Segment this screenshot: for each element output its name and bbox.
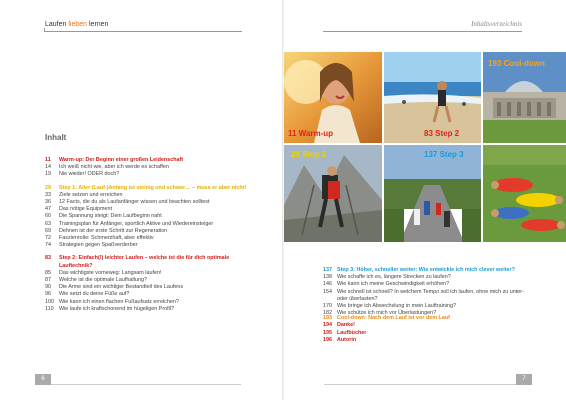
- header-title-accent: lieben: [68, 21, 88, 28]
- toc-page-number: 96: [45, 291, 51, 298]
- toc-page-number: 170: [323, 303, 332, 310]
- toc-entry-title: Welche ist die optimale Laufhaltung?: [59, 277, 148, 283]
- road-runners-photo: [384, 145, 481, 242]
- toc-entry-title: 12 Facts, die du als Laufanfänger wissen und beachten solltest: [59, 199, 210, 205]
- road-runners-image: [384, 145, 481, 242]
- toc-entry-title: Faszienrolle: Schmerzhaft, aber effektiv: [59, 235, 154, 242]
- toc-group: [323, 315, 533, 344]
- book-header-title: [45, 21, 108, 28]
- page-number: 7: [516, 374, 532, 385]
- toc-page-number: 63: [45, 220, 51, 227]
- mountain-hiker-photo: [284, 145, 382, 242]
- toc-entry-title: Die Spannung steigt: Dein Laufbeginn naht: [59, 213, 162, 220]
- toc-page-number: 138: [323, 274, 332, 281]
- toc-entry-title: Wie kann ich meine Geschwindigkeit erhöhen?: [337, 281, 450, 288]
- section-heading: Inhalt: [45, 133, 67, 142]
- toc-page-number: 47: [45, 206, 51, 213]
- toc-entry-title: Nie wieder! ODER doch?: [59, 171, 120, 178]
- toc-entry-title: Wie schaffe ich es, längere Strecken zu laufen?: [337, 274, 451, 281]
- toc-entry-title: Laufbücher: [337, 329, 367, 336]
- toc-entry-title: Step 1: Aller (Lauf-)Anfang ist steinig und schwer… – muss er aber nicht!: [59, 184, 247, 191]
- page-number: 6: [35, 374, 51, 385]
- toc-group: [323, 267, 533, 317]
- toc-page-number: 83: [45, 255, 51, 262]
- toc-entry[interactable]: [45, 284, 255, 291]
- photo-label: 29 Step 1: [291, 150, 327, 159]
- toc-page-number: 182: [323, 310, 332, 317]
- resting-runners-photo: [483, 145, 566, 242]
- toc-entry-title: Die Arme sind ein wichtiger Bestandteil des Laufens: [59, 284, 184, 291]
- photo-label: 193 Cool-down: [488, 59, 545, 68]
- header-title-prefix: Laufen: [45, 21, 69, 28]
- toc-entry-title: Wie schnell ist schnell? In welchem Tempo soll ich laufen, ohne mich zu unter- oder überlasten?: [337, 288, 524, 302]
- toc-entry[interactable]: [323, 315, 533, 322]
- toc-page-number: 33: [45, 191, 51, 198]
- toc-entry-title: Autorin: [337, 336, 357, 343]
- toc-entry[interactable]: [45, 255, 255, 269]
- toc-page-number: 100: [45, 298, 54, 305]
- toc-entry-title: Wie bringe ich Abwechslung in mein Lauftraining?: [337, 303, 456, 310]
- toc-entry-title: Wie kann ich einen flachen Fußaufsatz erreichen?: [59, 298, 179, 305]
- photo-label: 83 Step 2: [424, 129, 460, 138]
- toc-entry[interactable]: [45, 291, 255, 298]
- toc-entry[interactable]: [45, 199, 255, 206]
- toc-entry[interactable]: [45, 192, 255, 199]
- header-title-suffix: lernen: [87, 21, 109, 28]
- toc-entry-title: Trainingsplan für Anfänger, sportlich Aktive und Wiedereinsteiger: [59, 220, 214, 227]
- toc-page-number: 137: [323, 267, 332, 273]
- beach-runner-photo: [384, 52, 481, 143]
- left-page: [0, 0, 282, 400]
- photo-label: 137 Step 3: [424, 150, 464, 159]
- toc-page-number: 90: [45, 284, 51, 291]
- header-rule: [44, 31, 242, 32]
- toc-page-number: 11: [45, 157, 51, 163]
- toc-entry-title: Ich weiß nicht wie, aber ich werde es schaffen: [59, 164, 169, 171]
- toc-page-number: 146: [323, 281, 332, 288]
- toc-entry[interactable]: [45, 157, 255, 164]
- toc-entry[interactable]: [323, 267, 533, 274]
- toc-entry[interactable]: [45, 213, 255, 220]
- footer-rule: [324, 384, 516, 385]
- toc-entry[interactable]: [45, 277, 255, 284]
- toc-group: [45, 255, 255, 313]
- toc-entry-title: Danke!: [337, 322, 355, 329]
- resting-runners-image: [483, 145, 566, 242]
- toc-entry[interactable]: [45, 164, 255, 171]
- toc-entry-title: Warm-up: Der Beginn einer großen Leidenschaft: [59, 157, 184, 163]
- toc-entry[interactable]: [323, 281, 533, 288]
- toc-entry-title: Wie schütze ich mich vor Überlastungen?: [337, 310, 437, 317]
- toc-page-number: 60: [45, 213, 51, 220]
- toc-entry-title: Step 2: Einfach(!) leichter Laufen – welche ist die für dich optimale Lauftechnik?: [59, 255, 230, 269]
- footer-rule: [51, 384, 241, 385]
- toc-entry[interactable]: [45, 299, 255, 306]
- toc-entry-title: Dehnen ist der erste Schritt zur Regeneration: [59, 227, 168, 234]
- toc-entry[interactable]: [45, 171, 255, 178]
- toc-entry-title: Cool-down: Nach dem Lauf ist vor dem Lauf: [337, 315, 450, 322]
- header-rule: [323, 31, 522, 32]
- toc-page-number: 14: [45, 164, 51, 171]
- toc-entry[interactable]: [323, 289, 533, 303]
- toc-page-number: 195: [323, 329, 332, 336]
- toc-entry[interactable]: [323, 322, 533, 329]
- toc-page-number: 36: [45, 199, 51, 205]
- chapter-header-title: Inhaltsverzeichnis: [471, 20, 522, 28]
- toc-page-number: 193: [323, 315, 332, 322]
- toc-entry-title: Strategien gegen Spaßverderber: [59, 242, 138, 249]
- toc-page-number: 194: [323, 322, 332, 329]
- toc-entry-title: Das nötige Equipment: [59, 206, 113, 213]
- toc-entry[interactable]: [45, 270, 255, 277]
- toc-page-number: 110: [45, 305, 54, 312]
- toc-entry[interactable]: [323, 274, 533, 281]
- toc-page-number: 87: [45, 277, 51, 283]
- toc-page-number: 69: [45, 227, 51, 234]
- toc-entry[interactable]: [45, 235, 255, 242]
- toc-group: [45, 185, 255, 250]
- runner-woman-photo: [284, 52, 382, 143]
- toc-entry[interactable]: [45, 221, 255, 228]
- toc-page-number: 74: [45, 242, 51, 249]
- toc-entry[interactable]: [323, 330, 533, 337]
- toc-entry[interactable]: [45, 306, 255, 313]
- toc-entry[interactable]: [45, 228, 255, 235]
- right-page: [284, 0, 566, 400]
- toc-page-number: 29: [45, 184, 51, 191]
- toc-entry-title: Das wichtigste vorneweg: Langsam laufen!: [59, 269, 162, 276]
- toc-page-number: 72: [45, 235, 51, 242]
- toc-entry-title: Step 3: Höher, schneller weiter: Wie entwickle ich mich clever weiter?: [337, 267, 515, 273]
- toc-entry[interactable]: [45, 206, 255, 213]
- toc-page-number: 196: [323, 336, 332, 343]
- toc-page-number: 154: [323, 288, 332, 295]
- toc-entry[interactable]: [323, 337, 533, 344]
- toc-entry-title: Ziele setzen und erreichen: [59, 191, 123, 198]
- photo-label: 11 Warm-up: [288, 129, 334, 138]
- toc-page-number: 19: [45, 171, 51, 178]
- toc-entry-title: Wie laufe ich kraftschonend im hügeligen Profil?: [59, 305, 175, 312]
- toc-group: [45, 157, 255, 179]
- toc-entry[interactable]: [45, 242, 255, 249]
- toc-page-number: 85: [45, 269, 51, 276]
- reichstag-photo: [483, 52, 566, 143]
- toc-entry[interactable]: [45, 185, 255, 192]
- mountain-hiker-image: [284, 145, 382, 242]
- toc-entry-title: Wie setzt du deine Füße auf?: [59, 291, 130, 298]
